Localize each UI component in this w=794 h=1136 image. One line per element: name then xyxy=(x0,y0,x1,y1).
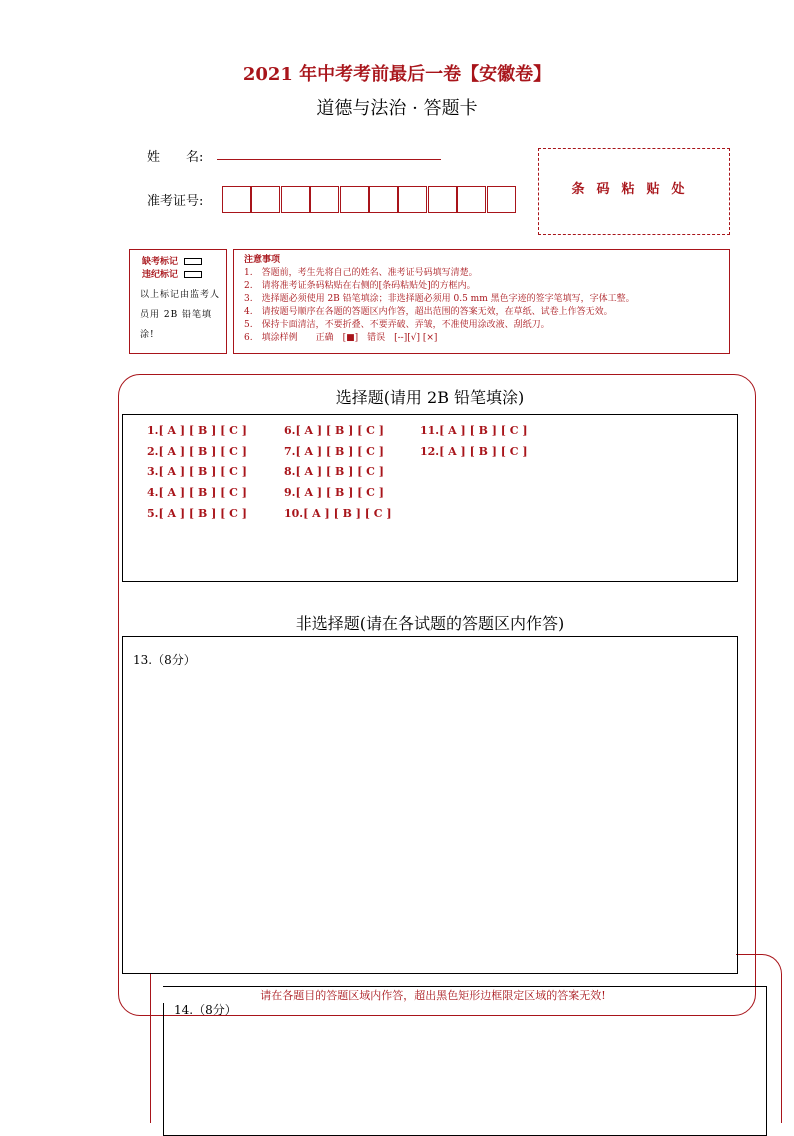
note-item: 6. 填涂样例 正确 [■] 错误 [--][√] [×] xyxy=(244,333,438,343)
note-item: 3. 选择题必须使用 2B 铅笔填涂；非选择题必须用 0.5 mm 黑色字迹的签字笔填写，字体工整。 xyxy=(244,294,635,304)
name-field[interactable] xyxy=(217,158,441,160)
id-digit-box[interactable] xyxy=(251,186,280,213)
id-digit-box[interactable] xyxy=(457,186,486,213)
frame-line-left xyxy=(150,974,151,1123)
choice-question[interactable]: 1.[ A ] [ B ] [ C ] xyxy=(147,424,247,437)
answer-box-14[interactable] xyxy=(163,986,767,1136)
answer-box-13[interactable] xyxy=(122,636,738,974)
id-digit-box[interactable] xyxy=(487,186,516,213)
choice-question[interactable]: 7.[ A ] [ B ] [ C ] xyxy=(284,444,384,458)
violation-mark-label: 违纪标记 xyxy=(142,270,179,280)
id-label: 准考证号: xyxy=(147,194,204,209)
question-14-label: 14.（8分） xyxy=(174,1003,237,1017)
marks-note: 以上标记由监考人员用 2B 铅笔填涂! xyxy=(140,290,221,340)
barcode-label: 条码粘贴处 xyxy=(571,182,697,197)
violation-mark-bubble[interactable] xyxy=(184,271,202,278)
notes-list xyxy=(244,267,724,345)
notes-box xyxy=(233,249,730,354)
note-item: 1. 答题前，考生先将自己的姓名、准考证号码填写清楚。 xyxy=(244,268,478,278)
nonchoice-section-title: 非选择题(请在各试题的答题区内作答) xyxy=(295,614,565,633)
choice-question[interactable]: 3.[ A ] [ B ] [ C ] xyxy=(147,465,247,479)
choice-question[interactable]: 6.[ A ] [ B ] [ C ] xyxy=(284,424,384,437)
choice-question[interactable]: 11.[ A ] [ B ] [ C ] xyxy=(420,424,528,437)
id-digit-box[interactable] xyxy=(369,186,398,213)
note-item: 5. 保持卡面清洁，不要折叠、不要弄破、弄皱，不准使用涂改液、刮纸刀。 xyxy=(244,320,550,330)
note-item: 2. 请将准考证条码粘贴在右侧的[条码粘贴处]的方框内。 xyxy=(244,281,476,291)
choice-question[interactable]: 12.[ A ] [ B ] [ C ] xyxy=(420,444,528,458)
question-13-label: 13.（8分） xyxy=(133,653,196,667)
id-digit-box[interactable] xyxy=(222,186,251,213)
exam-subtitle: 道德与法治 · 答题卡 xyxy=(316,98,478,119)
choice-question[interactable]: 9.[ A ] [ B ] [ C ] xyxy=(284,486,384,500)
choice-question[interactable]: 2.[ A ] [ B ] [ C ] xyxy=(147,444,247,458)
id-digit-box[interactable] xyxy=(428,186,457,213)
missing-mark-label: 缺考标记 xyxy=(142,257,179,267)
exam-title: 2021 年中考考前最后一卷【安徽卷】 xyxy=(242,64,552,85)
proctor-marks-box xyxy=(129,249,227,354)
notes-heading: 注意事项 xyxy=(244,255,281,265)
choice-section-title: 选择题(请用 2B 铅笔填涂) xyxy=(335,388,525,407)
choice-question[interactable]: 8.[ A ] [ B ] [ C ] xyxy=(284,465,384,479)
id-digit-box[interactable] xyxy=(310,186,339,213)
note-item: 4. 请按题号顺序在各题的答题区内作答，超出范围的答案无效，在草纸、试卷上作答无效。 xyxy=(244,307,613,317)
id-digit-box[interactable] xyxy=(281,186,310,213)
missing-mark-bubble[interactable] xyxy=(184,258,202,265)
choice-question[interactable]: 5.[ A ] [ B ] [ C ] xyxy=(147,506,247,520)
name-label: 姓 名: xyxy=(147,150,204,165)
id-digit-box[interactable] xyxy=(398,186,427,213)
id-digit-box[interactable] xyxy=(340,186,369,213)
choice-question[interactable]: 10.[ A ] [ B ] [ C ] xyxy=(284,506,392,520)
choice-question[interactable]: 4.[ A ] [ B ] [ C ] xyxy=(147,486,247,500)
warning-text: 请在各题目的答题区域内作答，超出黑色矩形边框限定区域的答案无效! xyxy=(163,987,703,1003)
